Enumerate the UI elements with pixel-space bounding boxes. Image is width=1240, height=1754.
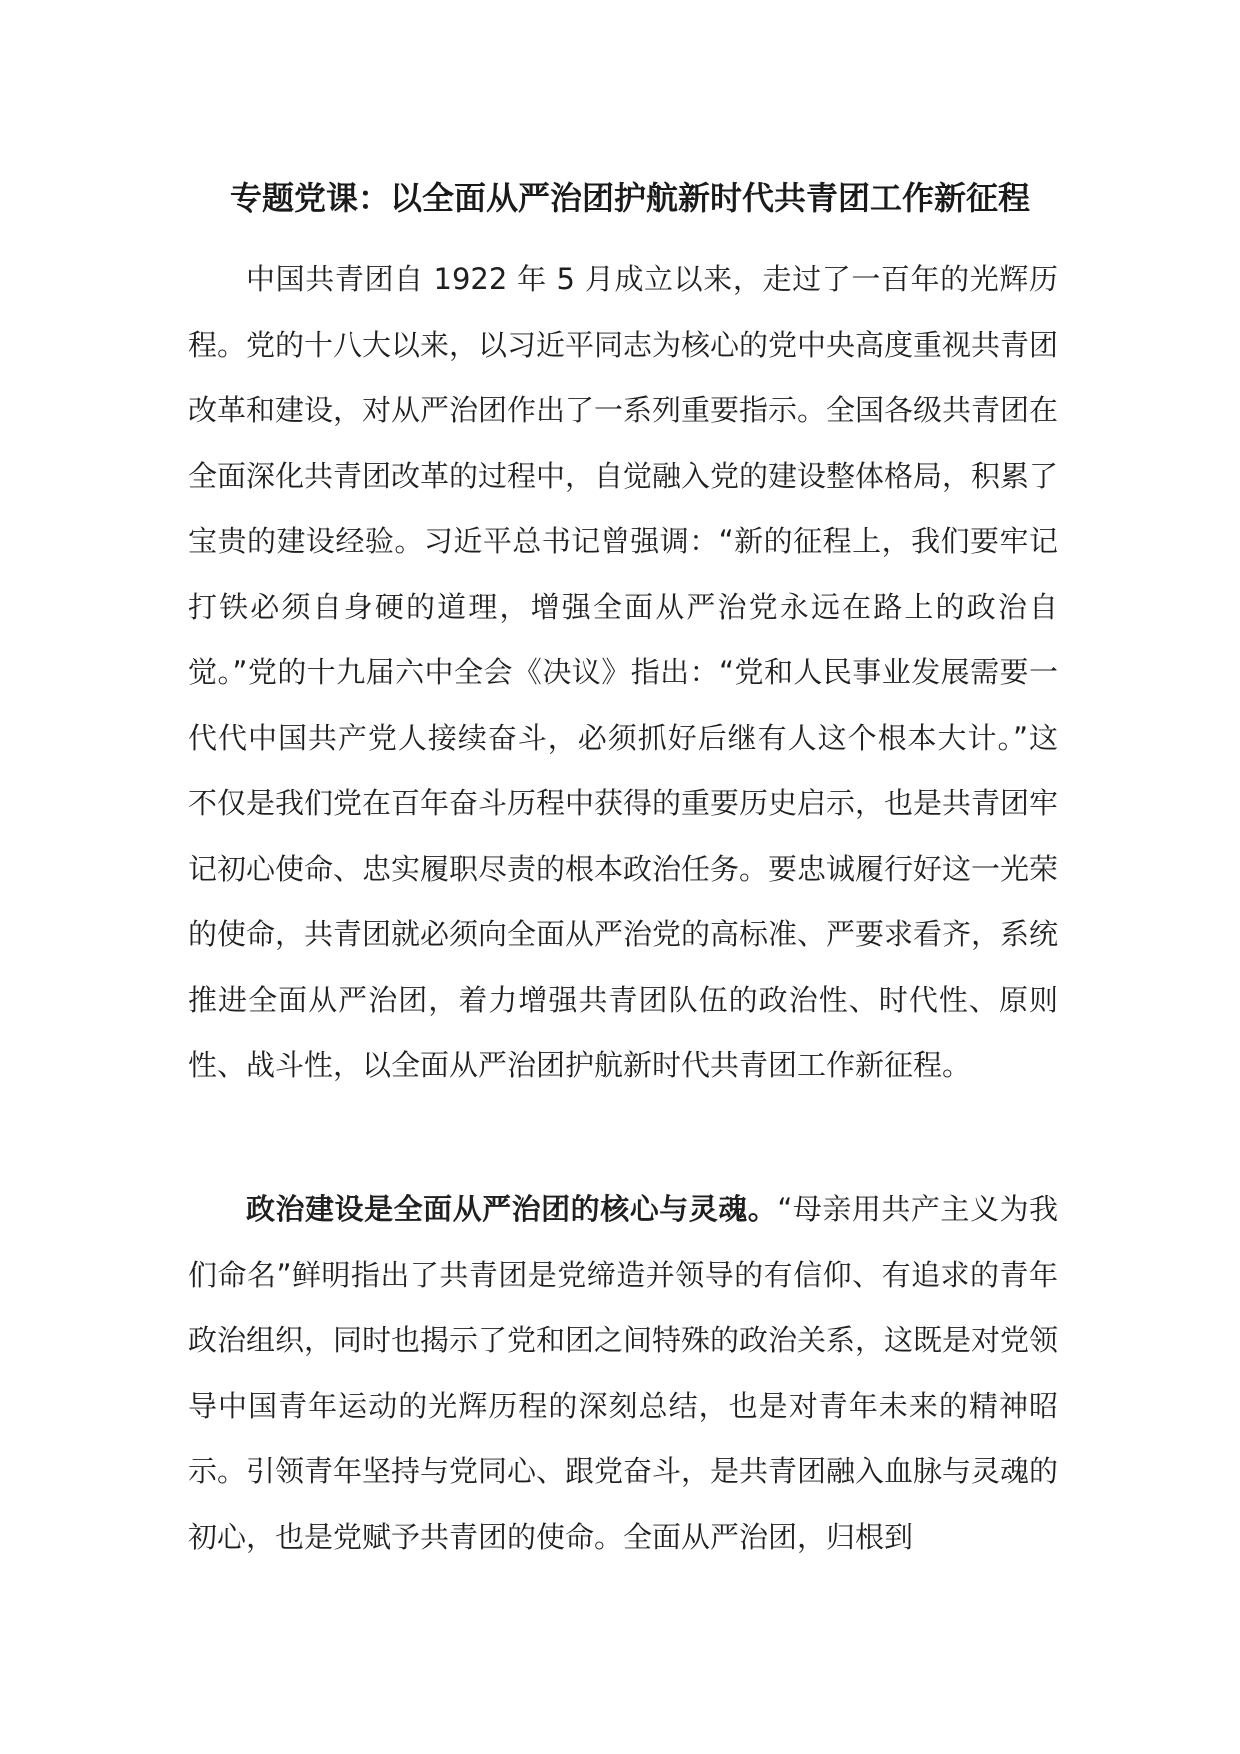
- paragraph-political-construction: [188, 1177, 1058, 1570]
- document-title: 专题党课：以全面从严治团护航新时代共青团工作新征程: [229, 179, 1030, 217]
- paragraph-lead-heading: 政治建设是全面从严治团的核心与灵魂。: [246, 1192, 778, 1226]
- paragraph-intro: 中国共青团自 1922 年 5 月成立以来，走过了一百年的光辉历程。党的十八大以来，以习近平同志为核心的党中央高度重视共青团改革和建设，对从严治团作出了一系列重要指示。全国各级共青团在全面深化共青团改革的过程中，自觉融入党的建设整体格局，积累了宝贵的建设经验。习近平总书记曾强调：“新的征程上，我们要牢记打铁必须自身硬的道理，增强全面从严治党永远在路上的政治自觉。”党的十九届六中全会《决议》指出：“党和人民事业发展需要一代代中国共产党人接续奋斗，必须抓好后继有人这个根本大计。”这不仅是我们党在百年奋斗历程中获得的重要历史启示，也是共青团牢记初心使命、忠实履职尽责的根本政治任务。要忠诚履行好这一光荣的使命，共青团就必须向全面从严治党的高标准、严要求看齐，系统推进全面从严治团，着力增强共青团队伍的政治性、时代性、原则性、战斗性，以全面从严治团护航新时代共青团工作新征程。: [188, 262, 1059, 1082]
- paragraph-body: “母亲用共产主义为我们命名”鲜明指出了共青团是党缔造并领导的有信仰、有追求的青年政治组织，同时也揭示了党和团之间特殊的政治关系，这既是对党领导中国青年运动的光辉历程的深刻总结，也是对青年未来的精神昭示。引领青年坚持与党同心、跟党奋斗，是共青团融入血脉与灵魂的初心，也是党赋予共青团的使命。全面从严治团，归根到: [188, 1192, 1059, 1554]
